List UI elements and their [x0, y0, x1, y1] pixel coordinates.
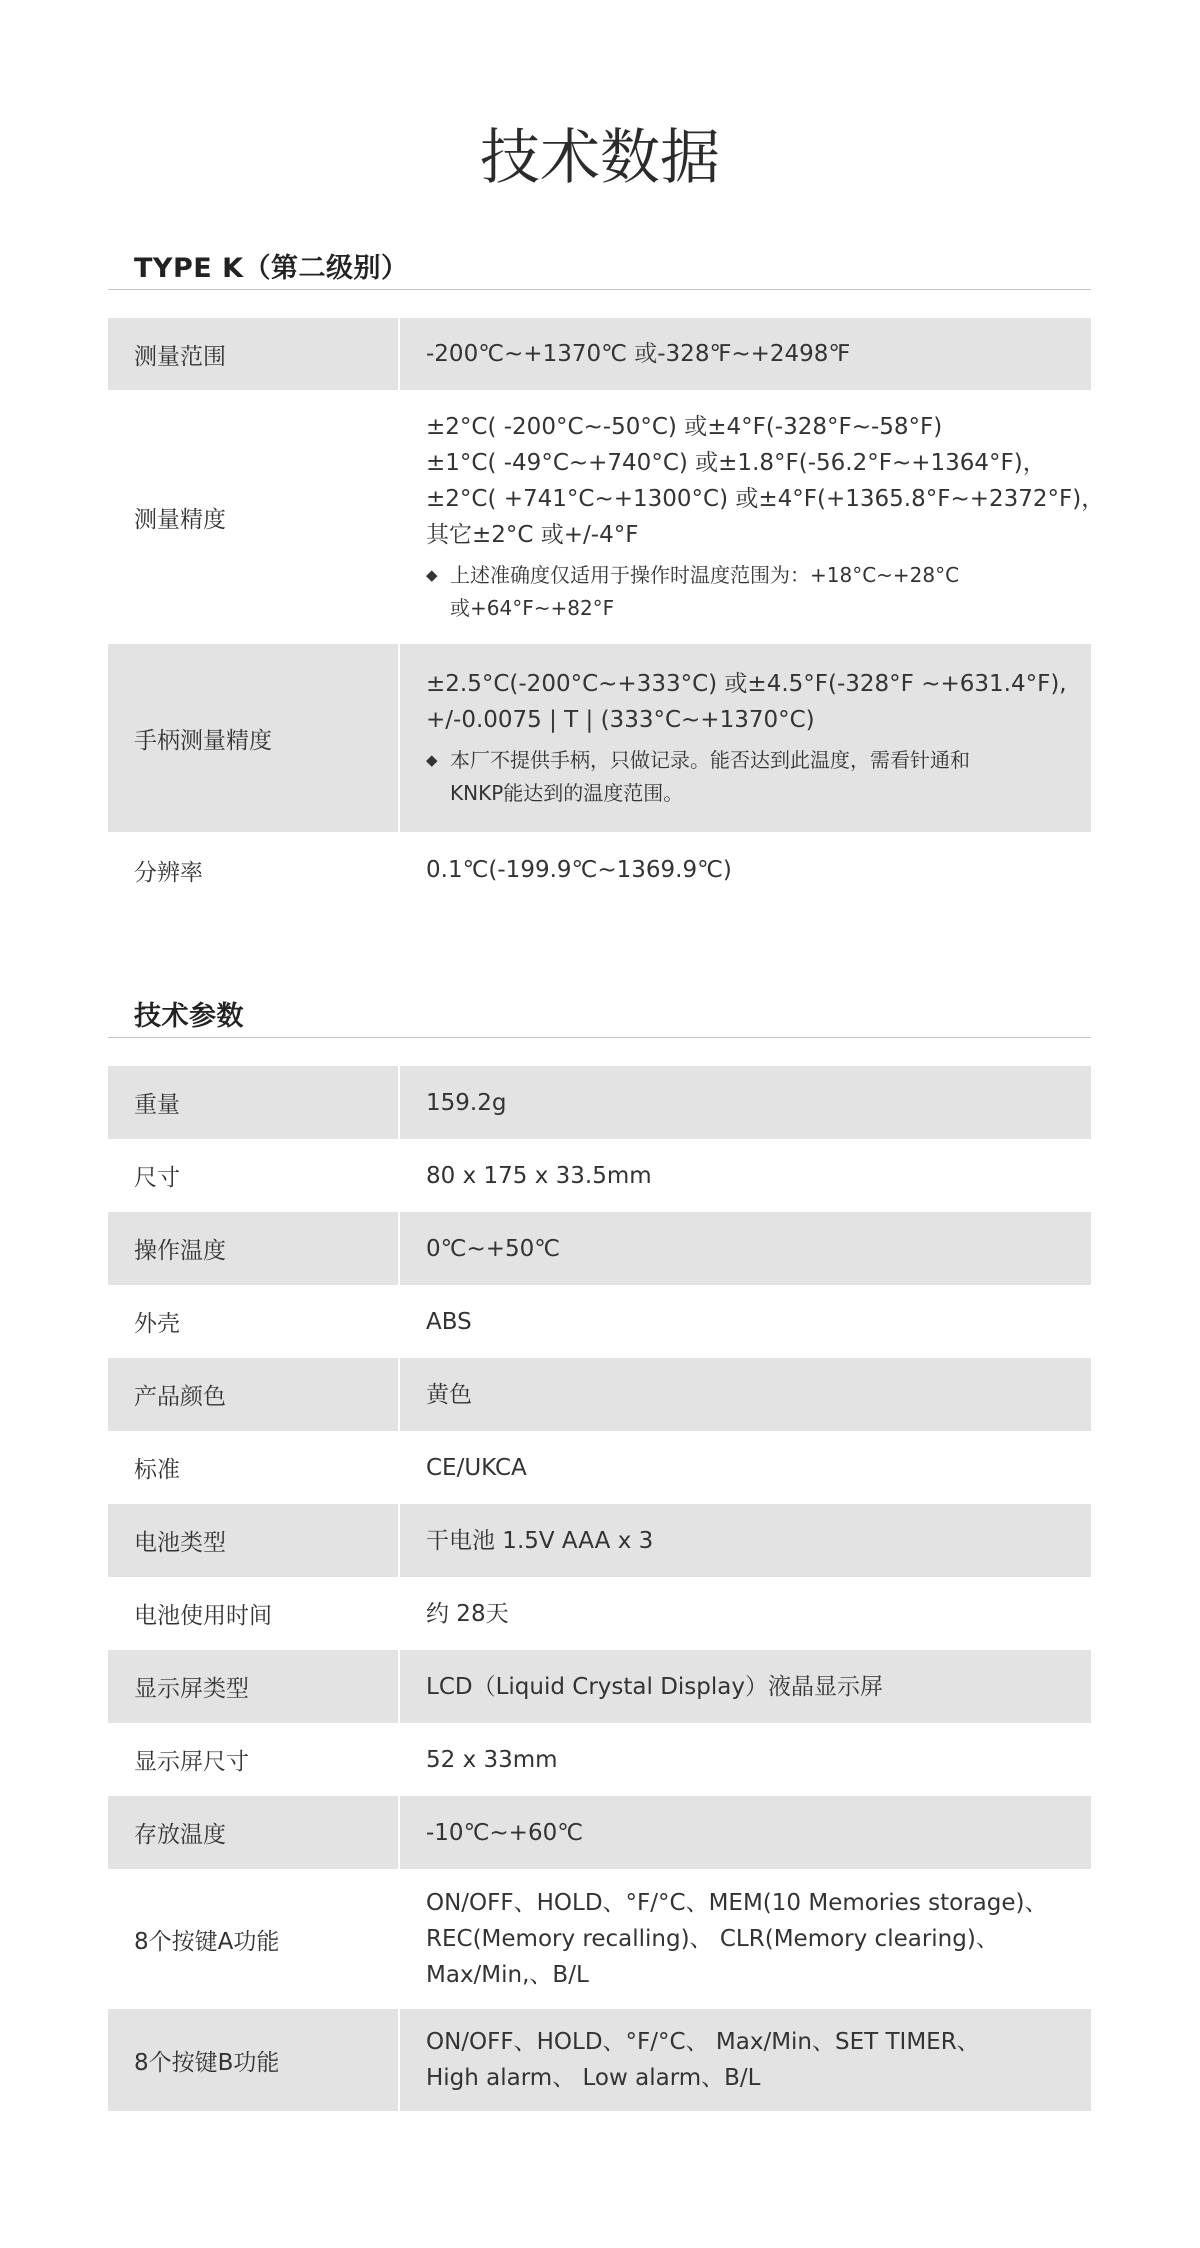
- table-row: [108, 1504, 1091, 1577]
- table-row: [108, 1066, 1091, 1139]
- row-label: 重量: [108, 1066, 398, 1139]
- table-row: [108, 1139, 1091, 1212]
- row-value: [400, 1796, 1091, 1869]
- row-value: [400, 1358, 1091, 1431]
- row-label: 显示屏尺寸: [134, 1749, 249, 1775]
- value-line: ABS: [426, 1308, 472, 1335]
- value-line: 约 28天: [426, 1600, 509, 1627]
- section-tech-params: [108, 996, 1091, 2111]
- row-value: [400, 1577, 1091, 1650]
- table-row: [108, 1577, 1091, 1650]
- row-value: [400, 2009, 1091, 2111]
- value-line: 80 x 175 x 33.5mm: [426, 1162, 652, 1189]
- row-label: 尺寸: [134, 1165, 180, 1191]
- value-line: 黄色: [426, 1381, 472, 1408]
- value-line: +/-0.0075 | T | (333°C~+1370°C): [426, 707, 815, 733]
- page-title: 技术数据: [480, 123, 720, 193]
- row-value: [400, 832, 1091, 908]
- row-label: 显示屏类型: [108, 1650, 398, 1723]
- row-label: 存放温度: [108, 1796, 398, 1869]
- value-line: LCD（Liquid Crystal Display）液晶显示屏: [426, 1673, 883, 1700]
- table-row: [108, 1650, 1091, 1723]
- value-line: 0℃~+50℃: [426, 1235, 561, 1262]
- value-line: ON/OFF、HOLD、°F/°C、MEM(10 Memories storage)、: [426, 1890, 1048, 1916]
- value-line: ±2°C( -200°C~-50°C) 或±4°F(-328°F~-58°F): [426, 414, 943, 440]
- row-label: 分辨率: [134, 859, 203, 886]
- row-value: [400, 1285, 1091, 1358]
- diamond-bullet-icon: ◆: [426, 566, 438, 584]
- row-label: 电池类型: [108, 1504, 398, 1577]
- row-value: [400, 1650, 1091, 1723]
- row-value: [400, 1212, 1091, 1285]
- section-title: 技术参数: [108, 996, 1091, 1038]
- value-line: 52 x 33mm: [426, 1746, 558, 1773]
- table-row: [108, 2009, 1091, 2111]
- note-text: 本厂不提供手柄，只做记录。能否达到此温度，需看针通和 KNKP能达到的温度范围。: [450, 748, 970, 805]
- handle-note: [426, 744, 1071, 810]
- row-label: 测量范围: [108, 318, 398, 390]
- row-label: 操作温度: [108, 1212, 398, 1285]
- table-row: [108, 644, 1091, 832]
- section-title: TYPE K（第二级别）: [108, 248, 1091, 290]
- row-value: [400, 1431, 1091, 1504]
- value-line: Max/Min,、B/L: [426, 1962, 589, 1988]
- value-line: ON/OFF、HOLD、°F/°C、 Max/Min、SET TIMER、: [426, 2029, 980, 2055]
- row-label: 产品颜色: [108, 1358, 398, 1431]
- table-row: [108, 1869, 1091, 2009]
- spec-table: [108, 318, 1105, 908]
- table-row: [108, 1431, 1091, 1504]
- row-value: [400, 318, 1091, 390]
- row-value: [400, 1139, 1091, 1212]
- table-row: [108, 390, 1105, 644]
- row-value: [400, 1066, 1091, 1139]
- table-row: [108, 1723, 1091, 1796]
- value-line: 干电池 1.5V AAA x 3: [426, 1527, 654, 1554]
- value-line: High alarm、 Low alarm、B/L: [426, 2065, 761, 2091]
- table-row: [108, 1212, 1091, 1285]
- row-value: [400, 1723, 1091, 1796]
- value-line: ±2°C( +741°C~+1300°C) 或±4°F(+1365.8°F~+2372°F)，: [426, 486, 1105, 512]
- row-label: 外壳: [134, 1311, 180, 1337]
- value-line: -10℃~+60℃: [426, 1819, 584, 1846]
- value-line: 0.1℃(-199.9℃~1369.9℃): [426, 857, 732, 883]
- row-label: 测量精度: [134, 506, 226, 533]
- row-label: 标准: [134, 1457, 180, 1483]
- row-value: [400, 1504, 1091, 1577]
- value-line: 159.2g: [426, 1089, 507, 1116]
- table-row: [108, 1358, 1091, 1431]
- value-line: 其它±2°C 或+/-4°F: [426, 522, 639, 548]
- table-row: [108, 1285, 1091, 1358]
- row-label: 8个按键A功能: [134, 1928, 280, 1955]
- row-label: 手柄测量精度: [108, 644, 398, 832]
- value-line: -200℃~+1370℃ 或-328℉~+2498℉: [426, 341, 851, 367]
- table-row: [108, 1796, 1091, 1869]
- row-label: 电池使用时间: [134, 1603, 272, 1629]
- row-value: [400, 644, 1091, 832]
- spec-table: [108, 1066, 1091, 2111]
- row-value: [400, 390, 1105, 644]
- diamond-bullet-icon: ◆: [426, 751, 438, 769]
- section-type-k: [108, 248, 1105, 908]
- accuracy-note: [426, 559, 1071, 625]
- table-row: [108, 832, 1091, 908]
- value-line: ±1°C( -49°C~+740°C) 或±1.8°F(-56.2°F~+1364°F)，: [426, 450, 1046, 476]
- row-label: 8个按键B功能: [108, 2009, 398, 2111]
- table-row: [108, 318, 1091, 390]
- value-line: REC(Memory recalling)、 CLR(Memory clearing)、: [426, 1926, 999, 1952]
- value-line: CE/UKCA: [426, 1454, 527, 1481]
- note-text: 上述准确度仅适用于操作时温度范围为：+18°C~+28°C 或+64°F~+82°F: [450, 563, 960, 620]
- value-line: ±2.5°C(-200°C~+333°C) 或±4.5°F(-328°F ~+631.4°F),: [426, 671, 1067, 697]
- row-value: [400, 1869, 1091, 2009]
